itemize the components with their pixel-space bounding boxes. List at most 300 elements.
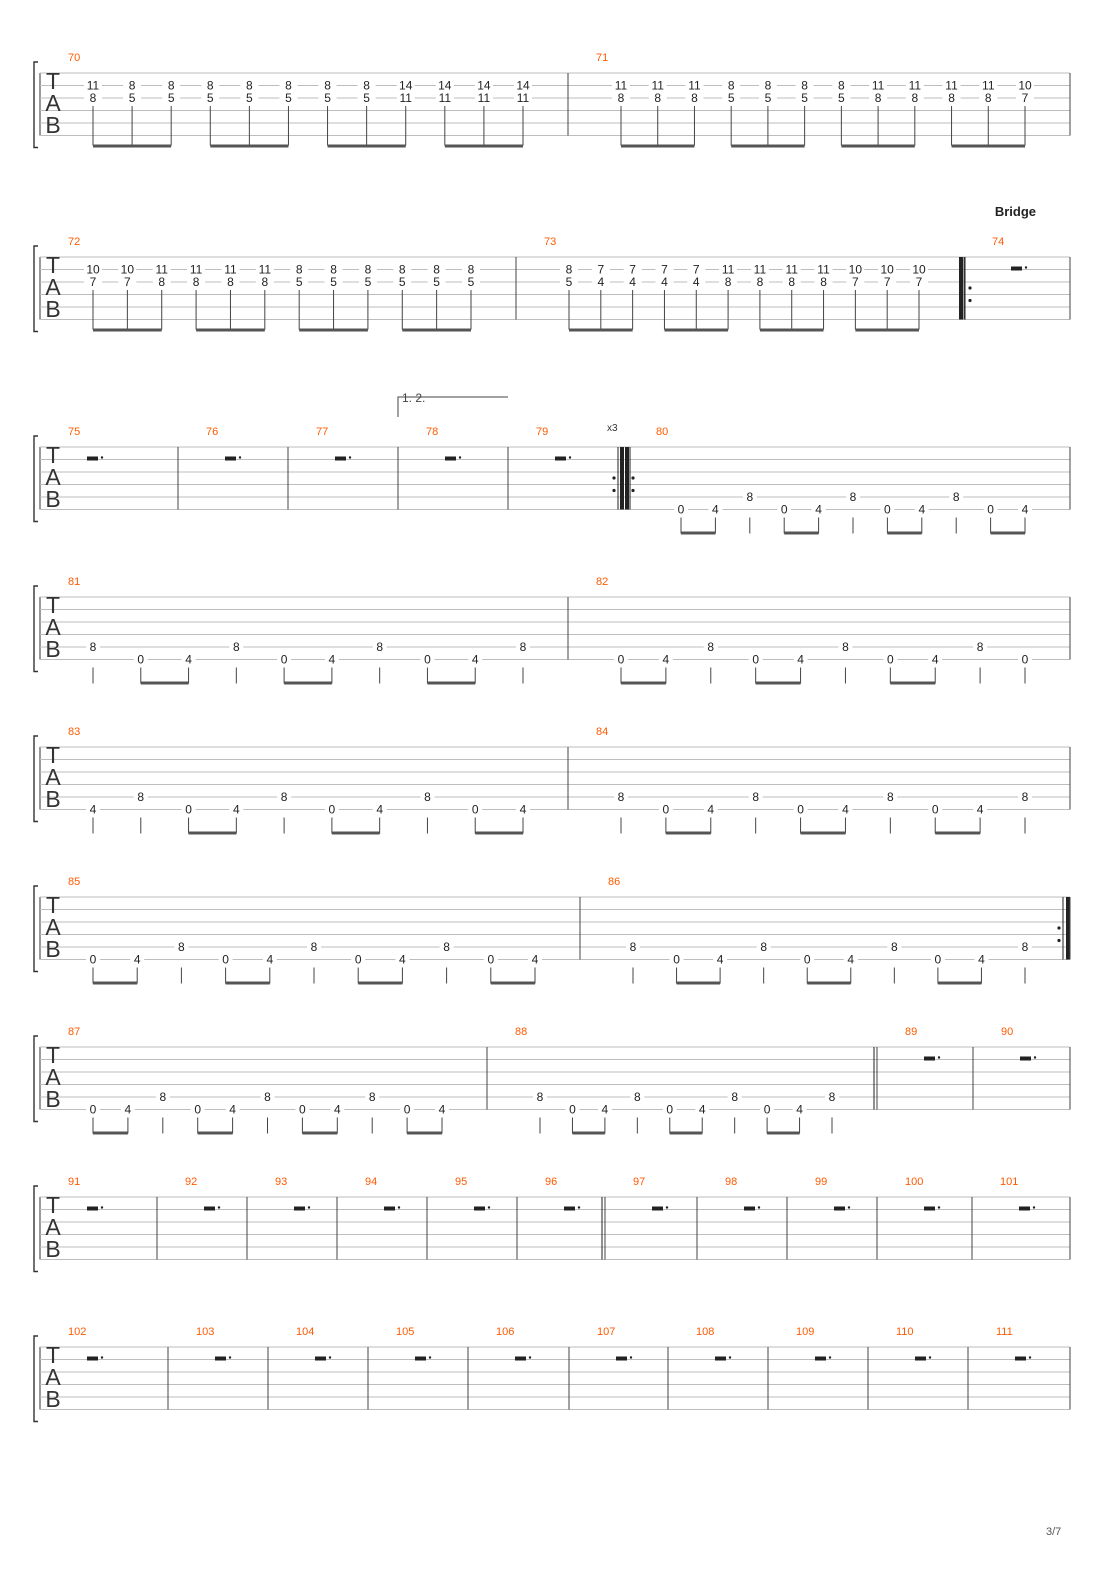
tab-clef-letter: A: [45, 274, 61, 300]
fret-number: 11: [982, 78, 995, 93]
beam: [801, 832, 846, 835]
fret-number: 4: [597, 275, 605, 289]
fret-number: 4: [1021, 502, 1029, 517]
fret-number: 8: [752, 790, 760, 804]
fret-number: 8: [788, 275, 796, 289]
beam: [93, 145, 171, 148]
beam: [784, 532, 818, 535]
dot-symbol: [729, 1356, 731, 1358]
fret-number: 8: [295, 262, 303, 277]
measure-number: 101: [1000, 1176, 1019, 1188]
fret-number: 4: [601, 1102, 609, 1117]
repeat-dot: [631, 476, 634, 479]
fret-number: 8: [617, 790, 625, 804]
beam: [767, 1132, 799, 1135]
dot-symbol: [229, 1356, 231, 1358]
system-bracket: [34, 736, 38, 822]
rest-symbol: [87, 1207, 98, 1211]
fret-number: 5: [727, 91, 735, 105]
fret-number: 8: [691, 91, 698, 105]
fret-number: 5: [295, 275, 303, 289]
fret-number: 11: [189, 262, 203, 277]
fret-number: 8: [633, 1090, 641, 1104]
measure-number: 84: [596, 726, 609, 738]
tab-clef-letter: A: [45, 764, 61, 790]
rest-symbol: [87, 457, 98, 461]
fret-number: 8: [760, 940, 768, 954]
fret-number: 5: [433, 275, 440, 289]
fret-number: 0: [222, 952, 229, 967]
fret-number: 8: [1021, 790, 1029, 804]
tab-clef-letter: T: [45, 1192, 61, 1218]
fret-number: 11: [817, 262, 830, 277]
dot-symbol: [630, 1356, 632, 1358]
dot-symbol: [1033, 1206, 1035, 1208]
fret-number: 0: [763, 1102, 771, 1117]
fret-number: 11: [945, 78, 958, 93]
fret-number: 8: [565, 262, 573, 277]
fret-number: 11: [224, 262, 237, 277]
fret-number: 8: [192, 275, 200, 289]
rest-symbol: [315, 1357, 326, 1361]
rest-symbol: [715, 1357, 726, 1361]
fret-number: 7: [661, 262, 668, 277]
dot-symbol: [101, 1206, 103, 1208]
fret-number: 11: [721, 262, 735, 277]
fret-number: 8: [89, 91, 97, 105]
fret-number: 10: [86, 262, 100, 277]
rest-symbol: [1020, 1057, 1031, 1061]
fret-number: 4: [698, 1102, 706, 1117]
fret-number: 8: [261, 275, 269, 289]
beam: [681, 532, 715, 535]
fret-number: 8: [246, 78, 253, 93]
fret-number: 8: [206, 78, 214, 93]
measure-number: 104: [296, 1326, 315, 1338]
fret-number: 4: [661, 275, 668, 289]
dot-symbol: [666, 1206, 668, 1208]
beam: [407, 1132, 442, 1135]
fret-number: 8: [368, 1090, 376, 1104]
fret-number: 8: [952, 490, 960, 504]
measure-number: 110: [896, 1326, 914, 1338]
fret-number: 4: [918, 502, 926, 517]
beam: [189, 832, 237, 835]
dot-symbol: [218, 1206, 220, 1208]
system-bracket: [34, 246, 38, 332]
tab-clef-letter: A: [45, 1214, 61, 1240]
dot-symbol: [488, 1206, 490, 1208]
fret-number: 5: [206, 91, 214, 105]
repeat-dot: [612, 476, 615, 479]
fret-number: 0: [752, 652, 760, 667]
fret-number: 0: [487, 952, 495, 967]
fret-number: 8: [264, 1090, 271, 1104]
beam: [938, 982, 982, 985]
fret-number: 4: [662, 652, 670, 667]
dot-symbol: [308, 1206, 310, 1208]
fret-number: 8: [363, 78, 370, 93]
measure-number: 71: [596, 52, 609, 64]
measure-number: 99: [815, 1176, 828, 1188]
fret-number: 11: [155, 262, 168, 277]
beam: [93, 982, 137, 985]
fret-number: 11: [516, 91, 530, 105]
fret-number: 8: [629, 940, 637, 954]
fret-number: 8: [976, 640, 984, 654]
fret-number: 4: [815, 502, 822, 517]
beam: [991, 532, 1025, 535]
fret-number: 4: [438, 1102, 446, 1117]
tab-clef-letter: A: [45, 90, 61, 116]
beam: [666, 832, 711, 835]
rest-symbol: [555, 457, 566, 461]
fret-number: 7: [915, 275, 923, 289]
rest-symbol: [815, 1357, 826, 1361]
beam: [760, 329, 824, 332]
measure-number: 94: [365, 1176, 378, 1188]
measure-number: 97: [633, 1176, 646, 1188]
fret-number: 0: [797, 802, 804, 817]
fret-number: 4: [133, 952, 141, 967]
beam: [210, 145, 288, 148]
fret-number: 8: [727, 78, 735, 93]
beam: [670, 1132, 702, 1135]
tab-clef-letter: T: [45, 1042, 61, 1068]
tab-clef-letter: B: [45, 936, 61, 962]
measure-number: 103: [196, 1326, 215, 1338]
fret-number: 0: [569, 1102, 576, 1117]
fret-number: 11: [688, 78, 701, 93]
fret-number: 4: [707, 802, 715, 817]
fret-number: 14: [477, 78, 491, 93]
fret-number: 8: [1021, 940, 1029, 954]
measure-number: 86: [608, 876, 621, 888]
fret-number: 4: [716, 952, 724, 967]
rest-symbol: [474, 1207, 485, 1211]
rest-symbol: [335, 457, 346, 461]
fret-number: 4: [519, 802, 527, 817]
dot-symbol: [429, 1356, 431, 1358]
beam: [284, 682, 332, 685]
fret-number: 4: [185, 652, 192, 667]
fret-number: 5: [246, 91, 253, 105]
tab-clef-letter: A: [45, 1064, 61, 1090]
fret-number: 4: [266, 952, 274, 967]
beam: [198, 1132, 233, 1135]
tab-clef-letter: B: [45, 296, 61, 322]
fret-number: 5: [764, 91, 772, 105]
fret-number: 8: [820, 275, 827, 289]
fret-number: 0: [617, 652, 625, 667]
fret-number: 7: [597, 262, 605, 277]
fret-number: 8: [536, 1090, 544, 1104]
repeat-dot: [1057, 939, 1060, 942]
beam: [572, 1132, 604, 1135]
fret-number: 10: [912, 262, 926, 277]
fret-number: 14: [399, 78, 413, 93]
fret-number: 8: [756, 275, 764, 289]
tab-clef-letter: B: [45, 636, 61, 662]
fret-number: 8: [310, 940, 318, 954]
measure-number: 79: [536, 426, 549, 438]
fret-number: 14: [516, 78, 530, 93]
repeat-end-thick-bar: [620, 447, 624, 510]
fret-number: 0: [886, 652, 894, 667]
measure-number: 88: [515, 1026, 528, 1038]
measure-number: 92: [185, 1176, 198, 1188]
repeat-start-thick-bar: [959, 257, 963, 320]
beam: [890, 682, 935, 685]
repeat-dot: [612, 489, 615, 492]
fret-number: 8: [159, 1090, 167, 1104]
rest-symbol: [87, 1357, 98, 1361]
tab-clef-letter: T: [45, 252, 61, 278]
tab-clef-letter: B: [45, 486, 61, 512]
beam: [887, 532, 921, 535]
fret-number: 5: [128, 91, 136, 105]
fret-number: 8: [746, 490, 754, 504]
fret-number: 8: [330, 262, 337, 277]
system-bracket: [34, 1036, 38, 1122]
fret-number: 5: [285, 91, 292, 105]
fret-number: 4: [796, 1102, 803, 1117]
rest-symbol: [445, 457, 456, 461]
fret-number: 7: [852, 275, 859, 289]
fret-number: 8: [828, 1090, 836, 1104]
fret-number: 11: [871, 78, 885, 93]
fret-number: 0: [884, 502, 891, 517]
fret-number: 0: [666, 1102, 674, 1117]
rest-symbol: [515, 1357, 526, 1361]
fret-number: 0: [1021, 652, 1029, 667]
fret-number: 7: [1021, 91, 1029, 105]
fret-number: 7: [692, 262, 700, 277]
tab-clef-letter: B: [45, 1236, 61, 1262]
fret-number: 4: [124, 1102, 132, 1117]
fret-number: 0: [299, 1102, 306, 1117]
fret-number: 8: [443, 940, 450, 954]
rest-symbol: [924, 1057, 935, 1061]
fret-number: 0: [471, 802, 479, 817]
rest-symbol: [415, 1357, 426, 1361]
fret-number: 4: [847, 952, 855, 967]
measure-number: 100: [905, 1176, 924, 1188]
fret-number: 5: [801, 91, 808, 105]
fret-number: 5: [838, 91, 845, 105]
fret-number: 8: [654, 91, 662, 105]
beam: [475, 832, 523, 835]
rest-symbol: [384, 1207, 395, 1211]
fret-number: 5: [330, 275, 337, 289]
fret-number: 4: [232, 802, 240, 817]
dot-symbol: [848, 1206, 850, 1208]
beam: [677, 982, 721, 985]
beam: [935, 832, 980, 835]
fret-number: 8: [842, 640, 849, 654]
tab-clef-letter: A: [45, 464, 61, 490]
beam: [569, 329, 633, 332]
fret-number: 4: [712, 502, 719, 517]
fret-number: 8: [467, 262, 475, 277]
fret-number: 4: [531, 952, 539, 967]
fret-number: 4: [89, 802, 97, 817]
fret-number: 4: [229, 1102, 236, 1117]
fret-number: 0: [673, 952, 680, 967]
fret-number: 11: [785, 262, 798, 277]
fret-number: 8: [89, 640, 97, 654]
beam: [756, 682, 801, 685]
fret-number: 5: [363, 91, 370, 105]
fret-number: 11: [908, 78, 922, 93]
measure-number: 87: [68, 1026, 81, 1038]
page-number: 3/7: [1046, 1526, 1062, 1538]
fret-number: 7: [883, 275, 891, 289]
tab-clef-letter: T: [45, 442, 61, 468]
fret-number: 11: [614, 78, 628, 93]
fret-number: 4: [931, 652, 939, 667]
rest-symbol: [1011, 267, 1022, 271]
fret-number: 8: [874, 91, 882, 105]
fret-number: 8: [227, 275, 234, 289]
fret-number: 8: [617, 91, 625, 105]
dot-symbol: [758, 1206, 760, 1208]
measure-number: 81: [68, 576, 81, 588]
rest-symbol: [215, 1357, 226, 1361]
fret-number: 8: [324, 78, 331, 93]
repeat-count-label: x3: [607, 423, 618, 434]
fret-number: 0: [931, 802, 939, 817]
fret-number: 0: [89, 952, 97, 967]
rest-symbol: [616, 1357, 627, 1361]
beam: [621, 145, 694, 148]
beam: [328, 145, 406, 148]
system-bracket: [34, 886, 38, 972]
measure-number: 95: [455, 1176, 468, 1188]
fret-number: 0: [662, 802, 670, 817]
fret-number: 8: [707, 640, 715, 654]
measure-number: 75: [68, 426, 81, 438]
fret-number: 0: [987, 502, 994, 517]
fret-number: 0: [328, 802, 336, 817]
fret-number: 8: [948, 91, 955, 105]
beam: [952, 145, 1025, 148]
fret-number: 10: [120, 262, 135, 277]
repeat-end-thick-bar: [1066, 897, 1070, 960]
measure-number: 73: [544, 236, 557, 248]
fret-number: 4: [692, 275, 700, 289]
dot-symbol: [1029, 1356, 1031, 1358]
fret-number: 10: [848, 262, 863, 277]
tab-clef-letter: T: [45, 892, 61, 918]
measure-number: 89: [905, 1026, 918, 1038]
fret-number: 8: [167, 78, 175, 93]
dot-symbol: [101, 1356, 103, 1358]
fret-number: 4: [797, 652, 804, 667]
tab-clef-letter: B: [45, 1086, 61, 1112]
system-bracket: [34, 586, 38, 672]
fret-number: 0: [185, 802, 192, 817]
fret-number: 0: [194, 1102, 202, 1117]
repeat-dot: [968, 299, 971, 302]
dot-symbol: [459, 456, 461, 458]
measure-number: 83: [68, 726, 81, 738]
beam: [491, 982, 535, 985]
fret-number: 10: [1018, 78, 1032, 93]
fret-number: 8: [984, 91, 992, 105]
measure-number: 82: [596, 576, 609, 588]
dot-symbol: [829, 1356, 831, 1358]
beam: [302, 1132, 337, 1135]
fret-number: 4: [376, 802, 384, 817]
section-marker: Bridge: [994, 204, 1036, 219]
fret-number: 0: [934, 952, 942, 967]
measure-number: 80: [656, 426, 669, 438]
tab-clef-letter: B: [45, 1386, 61, 1412]
fret-number: 8: [801, 78, 808, 93]
measure-number: 108: [696, 1326, 715, 1338]
beam: [807, 982, 851, 985]
measure-number: 78: [426, 426, 439, 438]
fret-number: 8: [911, 91, 919, 105]
fret-number: 8: [232, 640, 240, 654]
fret-number: 8: [890, 940, 898, 954]
dot-symbol: [239, 456, 241, 458]
tab-clef-letter: A: [45, 614, 61, 640]
dot-symbol: [529, 1356, 531, 1358]
fret-number: 4: [333, 1102, 341, 1117]
tab-clef-letter: T: [45, 742, 61, 768]
system-bracket: [34, 1186, 38, 1272]
rest-symbol: [1015, 1357, 1026, 1361]
volta-label: 1. 2.: [402, 391, 426, 405]
fret-number: 8: [158, 275, 166, 289]
measure-number: 96: [545, 1176, 558, 1188]
beam: [841, 145, 914, 148]
measure-number: 98: [725, 1176, 738, 1188]
fret-number: 8: [731, 1090, 739, 1104]
fret-number: 8: [398, 262, 406, 277]
measure-number: 76: [206, 426, 219, 438]
fret-number: 11: [399, 91, 412, 105]
dot-symbol: [398, 1206, 400, 1208]
measure-number: 105: [396, 1326, 415, 1338]
fret-number: 11: [753, 262, 767, 277]
beam: [427, 682, 475, 685]
measure-number: 107: [597, 1326, 616, 1338]
rest-symbol: [834, 1207, 845, 1211]
fret-number: 5: [565, 275, 573, 289]
fret-number: 5: [467, 275, 475, 289]
fret-number: 0: [137, 652, 145, 667]
measure-number: 70: [68, 52, 81, 64]
fret-number: 5: [167, 91, 175, 105]
fret-number: 10: [880, 262, 894, 277]
fret-number: 8: [364, 262, 372, 277]
rest-symbol: [915, 1357, 926, 1361]
fret-number: 8: [519, 640, 527, 654]
fret-number: 8: [838, 78, 845, 93]
tab-clef-letter: T: [45, 1342, 61, 1368]
repeat-dot: [1057, 926, 1060, 929]
rest-symbol: [204, 1207, 215, 1211]
fret-number: 0: [803, 952, 811, 967]
fret-number: 0: [403, 1102, 411, 1117]
measure-number: 77: [316, 426, 329, 438]
dot-symbol: [578, 1206, 580, 1208]
fret-number: 11: [258, 262, 272, 277]
fret-number: 7: [629, 262, 636, 277]
